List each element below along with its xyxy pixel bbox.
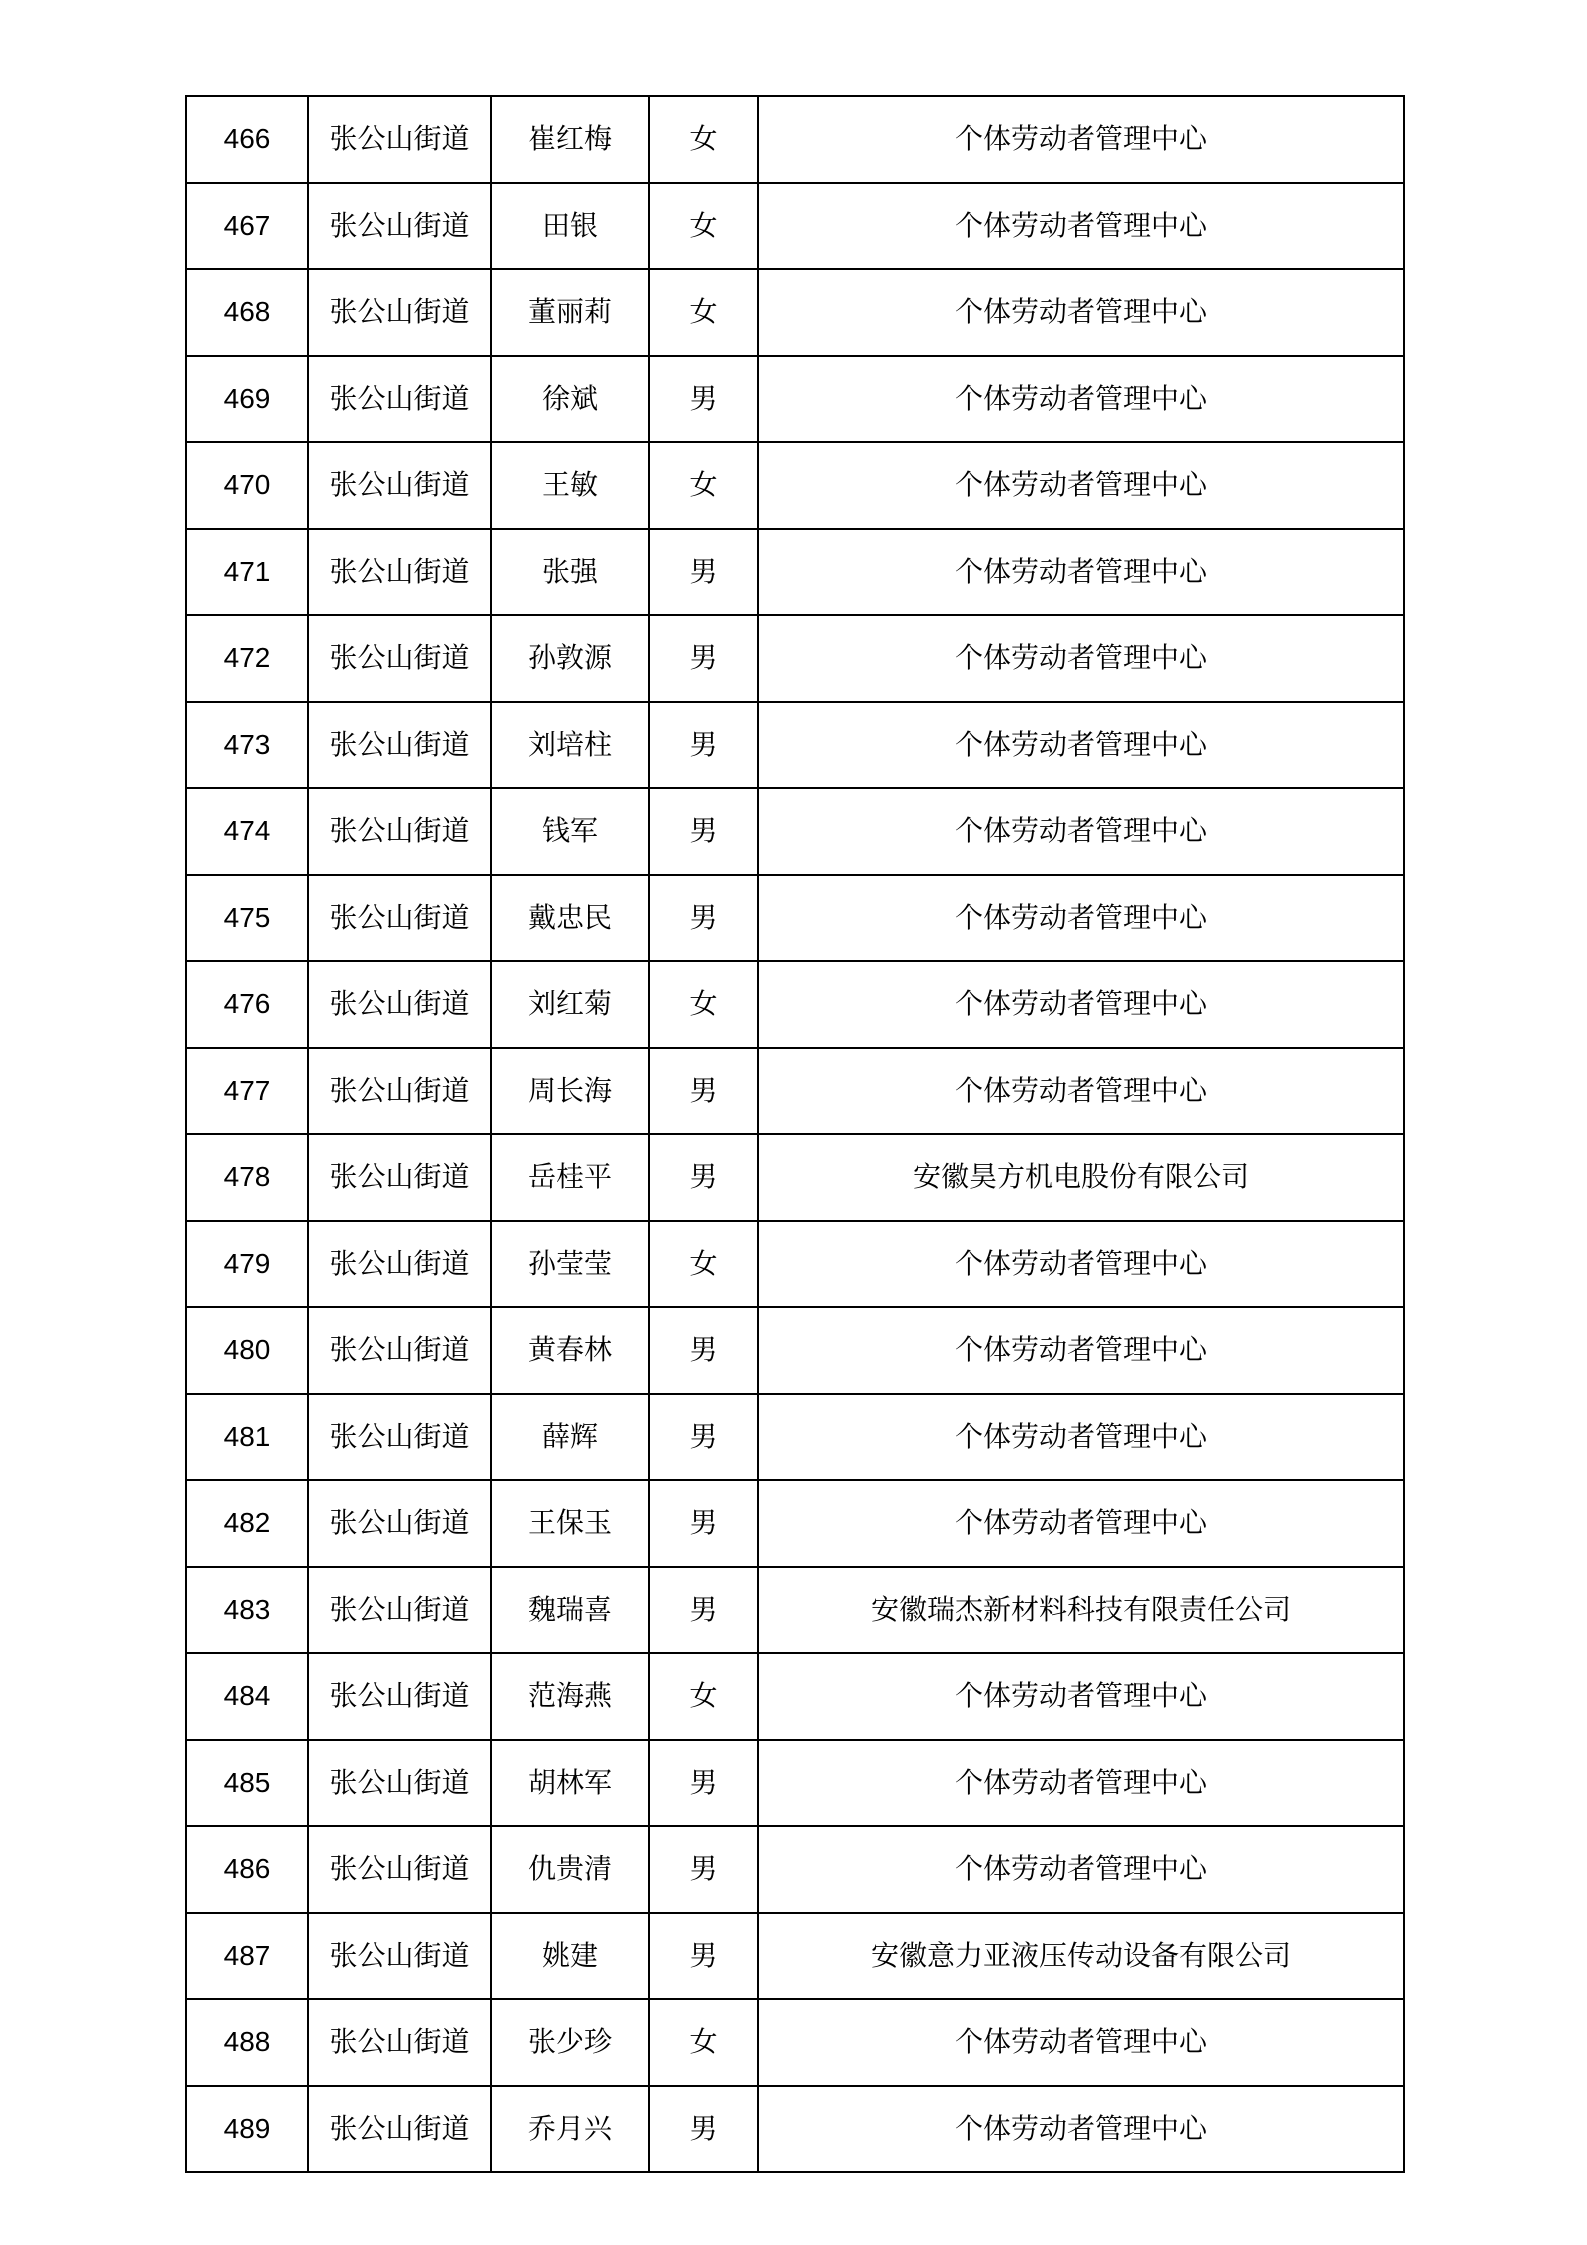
cell-employer: 安徽瑞杰新材料科技有限责任公司 bbox=[758, 1567, 1404, 1654]
cell-employer: 个体劳动者管理中心 bbox=[758, 615, 1404, 702]
table-row bbox=[186, 1567, 1404, 1654]
cell-employer: 个体劳动者管理中心 bbox=[758, 442, 1404, 529]
cell-employer: 个体劳动者管理中心 bbox=[758, 1653, 1404, 1740]
cell-gender: 男 bbox=[649, 1740, 758, 1827]
cell-street: 张公山街道 bbox=[308, 1913, 491, 2000]
cell-employer: 个体劳动者管理中心 bbox=[758, 1221, 1404, 1308]
table-row bbox=[186, 183, 1404, 270]
cell-employer: 个体劳动者管理中心 bbox=[758, 702, 1404, 789]
cell-gender: 男 bbox=[649, 1913, 758, 2000]
cell-row-number: 488 bbox=[186, 1999, 308, 2086]
table-row bbox=[186, 1221, 1404, 1308]
cell-street: 张公山街道 bbox=[308, 1567, 491, 1654]
cell-street: 张公山街道 bbox=[308, 529, 491, 616]
cell-street: 张公山街道 bbox=[308, 1740, 491, 1827]
cell-person-name: 黄春林 bbox=[491, 1307, 649, 1394]
cell-gender: 男 bbox=[649, 529, 758, 616]
cell-person-name: 刘红菊 bbox=[491, 961, 649, 1048]
roster-table bbox=[185, 95, 1405, 2173]
cell-person-name: 孙敦源 bbox=[491, 615, 649, 702]
table-row bbox=[186, 1307, 1404, 1394]
cell-street: 张公山街道 bbox=[308, 1480, 491, 1567]
cell-person-name: 范海燕 bbox=[491, 1653, 649, 1740]
cell-row-number: 470 bbox=[186, 442, 308, 529]
cell-employer: 个体劳动者管理中心 bbox=[758, 183, 1404, 270]
cell-gender: 女 bbox=[649, 96, 758, 183]
cell-employer: 个体劳动者管理中心 bbox=[758, 356, 1404, 443]
table-row bbox=[186, 96, 1404, 183]
cell-person-name: 岳桂平 bbox=[491, 1134, 649, 1221]
cell-employer: 安徽昊方机电股份有限公司 bbox=[758, 1134, 1404, 1221]
cell-row-number: 478 bbox=[186, 1134, 308, 1221]
cell-person-name: 王保玉 bbox=[491, 1480, 649, 1567]
cell-gender: 女 bbox=[649, 1653, 758, 1740]
table-row bbox=[186, 1999, 1404, 2086]
cell-employer: 个体劳动者管理中心 bbox=[758, 1394, 1404, 1481]
cell-row-number: 469 bbox=[186, 356, 308, 443]
cell-street: 张公山街道 bbox=[308, 269, 491, 356]
cell-gender: 女 bbox=[649, 1221, 758, 1308]
table-row bbox=[186, 1740, 1404, 1827]
cell-gender: 女 bbox=[649, 961, 758, 1048]
cell-gender: 男 bbox=[649, 1394, 758, 1481]
cell-street: 张公山街道 bbox=[308, 96, 491, 183]
cell-person-name: 薛辉 bbox=[491, 1394, 649, 1481]
cell-person-name: 仇贵清 bbox=[491, 1826, 649, 1913]
cell-row-number: 482 bbox=[186, 1480, 308, 1567]
cell-row-number: 473 bbox=[186, 702, 308, 789]
cell-row-number: 480 bbox=[186, 1307, 308, 1394]
cell-row-number: 486 bbox=[186, 1826, 308, 1913]
cell-person-name: 刘培柱 bbox=[491, 702, 649, 789]
cell-person-name: 周长海 bbox=[491, 1048, 649, 1135]
cell-employer: 个体劳动者管理中心 bbox=[758, 788, 1404, 875]
cell-street: 张公山街道 bbox=[308, 788, 491, 875]
cell-row-number: 474 bbox=[186, 788, 308, 875]
cell-gender: 男 bbox=[649, 788, 758, 875]
cell-street: 张公山街道 bbox=[308, 183, 491, 270]
cell-person-name: 钱军 bbox=[491, 788, 649, 875]
table-row bbox=[186, 1480, 1404, 1567]
cell-gender: 女 bbox=[649, 1999, 758, 2086]
table-row bbox=[186, 1826, 1404, 1913]
cell-row-number: 468 bbox=[186, 269, 308, 356]
cell-gender: 男 bbox=[649, 1826, 758, 1913]
cell-street: 张公山街道 bbox=[308, 442, 491, 529]
table-row bbox=[186, 615, 1404, 702]
cell-street: 张公山街道 bbox=[308, 702, 491, 789]
cell-row-number: 481 bbox=[186, 1394, 308, 1481]
table-row bbox=[186, 1134, 1404, 1221]
cell-street: 张公山街道 bbox=[308, 2086, 491, 2173]
cell-employer: 个体劳动者管理中心 bbox=[758, 96, 1404, 183]
table-row bbox=[186, 702, 1404, 789]
cell-gender: 女 bbox=[649, 269, 758, 356]
cell-street: 张公山街道 bbox=[308, 875, 491, 962]
cell-row-number: 477 bbox=[186, 1048, 308, 1135]
cell-row-number: 483 bbox=[186, 1567, 308, 1654]
cell-person-name: 王敏 bbox=[491, 442, 649, 529]
cell-employer: 个体劳动者管理中心 bbox=[758, 1480, 1404, 1567]
cell-row-number: 476 bbox=[186, 961, 308, 1048]
cell-street: 张公山街道 bbox=[308, 1134, 491, 1221]
cell-employer: 个体劳动者管理中心 bbox=[758, 1740, 1404, 1827]
cell-street: 张公山街道 bbox=[308, 1999, 491, 2086]
cell-gender: 男 bbox=[649, 1307, 758, 1394]
cell-person-name: 田银 bbox=[491, 183, 649, 270]
cell-street: 张公山街道 bbox=[308, 615, 491, 702]
cell-person-name: 胡林军 bbox=[491, 1740, 649, 1827]
cell-street: 张公山街道 bbox=[308, 1394, 491, 1481]
table-row bbox=[186, 269, 1404, 356]
cell-employer: 个体劳动者管理中心 bbox=[758, 875, 1404, 962]
cell-person-name: 戴忠民 bbox=[491, 875, 649, 962]
table-row bbox=[186, 875, 1404, 962]
table-row bbox=[186, 2086, 1404, 2173]
table-row bbox=[186, 1394, 1404, 1481]
cell-employer: 个体劳动者管理中心 bbox=[758, 2086, 1404, 2173]
cell-street: 张公山街道 bbox=[308, 1826, 491, 1913]
cell-employer: 安徽意力亚液压传动设备有限公司 bbox=[758, 1913, 1404, 2000]
table-row bbox=[186, 442, 1404, 529]
cell-street: 张公山街道 bbox=[308, 1653, 491, 1740]
cell-street: 张公山街道 bbox=[308, 961, 491, 1048]
cell-person-name: 徐斌 bbox=[491, 356, 649, 443]
cell-street: 张公山街道 bbox=[308, 1221, 491, 1308]
cell-person-name: 乔月兴 bbox=[491, 2086, 649, 2173]
table-row bbox=[186, 356, 1404, 443]
cell-employer: 个体劳动者管理中心 bbox=[758, 269, 1404, 356]
cell-person-name: 崔红梅 bbox=[491, 96, 649, 183]
cell-gender: 男 bbox=[649, 1567, 758, 1654]
cell-row-number: 489 bbox=[186, 2086, 308, 2173]
cell-row-number: 475 bbox=[186, 875, 308, 962]
cell-gender: 女 bbox=[649, 183, 758, 270]
cell-person-name: 张强 bbox=[491, 529, 649, 616]
cell-gender: 男 bbox=[649, 2086, 758, 2173]
cell-person-name: 魏瑞喜 bbox=[491, 1567, 649, 1654]
cell-row-number: 487 bbox=[186, 1913, 308, 2000]
cell-employer: 个体劳动者管理中心 bbox=[758, 1307, 1404, 1394]
cell-row-number: 484 bbox=[186, 1653, 308, 1740]
cell-person-name: 董丽莉 bbox=[491, 269, 649, 356]
roster-table-container bbox=[185, 95, 1405, 2173]
cell-row-number: 471 bbox=[186, 529, 308, 616]
table-row bbox=[186, 1913, 1404, 2000]
cell-row-number: 467 bbox=[186, 183, 308, 270]
cell-gender: 女 bbox=[649, 442, 758, 529]
cell-employer: 个体劳动者管理中心 bbox=[758, 1826, 1404, 1913]
table-row bbox=[186, 1653, 1404, 1740]
cell-employer: 个体劳动者管理中心 bbox=[758, 529, 1404, 616]
cell-gender: 男 bbox=[649, 1480, 758, 1567]
cell-street: 张公山街道 bbox=[308, 356, 491, 443]
table-row bbox=[186, 1048, 1404, 1135]
cell-gender: 男 bbox=[649, 356, 758, 443]
cell-employer: 个体劳动者管理中心 bbox=[758, 1048, 1404, 1135]
cell-person-name: 孙莹莹 bbox=[491, 1221, 649, 1308]
cell-gender: 男 bbox=[649, 1134, 758, 1221]
cell-employer: 个体劳动者管理中心 bbox=[758, 961, 1404, 1048]
roster-table-body bbox=[186, 96, 1404, 2172]
cell-gender: 男 bbox=[649, 1048, 758, 1135]
cell-row-number: 472 bbox=[186, 615, 308, 702]
table-row bbox=[186, 529, 1404, 616]
cell-gender: 男 bbox=[649, 875, 758, 962]
cell-employer: 个体劳动者管理中心 bbox=[758, 1999, 1404, 2086]
cell-row-number: 485 bbox=[186, 1740, 308, 1827]
cell-row-number: 479 bbox=[186, 1221, 308, 1308]
cell-gender: 男 bbox=[649, 615, 758, 702]
cell-street: 张公山街道 bbox=[308, 1048, 491, 1135]
table-row bbox=[186, 961, 1404, 1048]
cell-person-name: 姚建 bbox=[491, 1913, 649, 2000]
cell-row-number: 466 bbox=[186, 96, 308, 183]
cell-gender: 男 bbox=[649, 702, 758, 789]
cell-person-name: 张少珍 bbox=[491, 1999, 649, 2086]
cell-street: 张公山街道 bbox=[308, 1307, 491, 1394]
table-row bbox=[186, 788, 1404, 875]
